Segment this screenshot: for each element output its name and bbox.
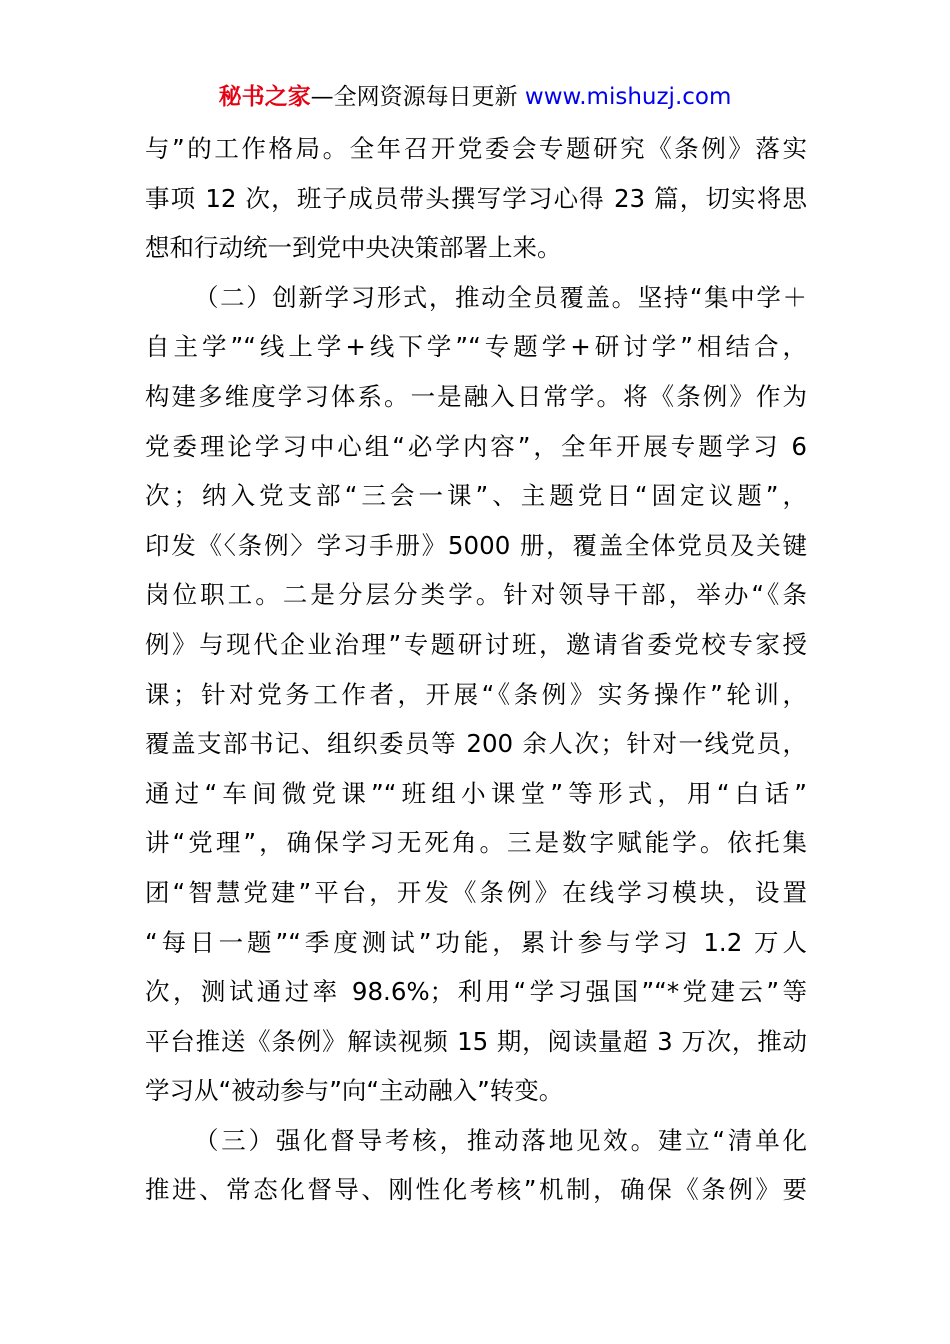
text-line: 课；针对党务工作者，开展“《条例》实务操作”轮训， [145, 679, 807, 709]
text-line: 学习从“被动参与”向“主动融入”转变。 [145, 1076, 564, 1106]
text-line: 想和行动统一到党中央决策部署上来。 [145, 233, 562, 263]
text-line: 通过“车间微党课”“班组小课堂”等形式，用“白话” [145, 778, 807, 808]
paragraph-heading-line: （二）创新学习形式，推动全员覆盖。坚持“集中学＋ [194, 282, 807, 312]
text-line: 团“智慧党建”平台，开发《条例》在线学习模块，设置 [145, 877, 807, 907]
text-line: 与”的工作格局。全年召开党委会专题研究《条例》落实 [145, 134, 807, 163]
header-slogan: —全网资源每日更新 [310, 84, 525, 110]
text-line: 平台推送《条例》解读视频 15 期，阅读量超 3 万次，推动 [145, 1026, 807, 1056]
page-header [0, 80, 950, 114]
text-line: “每日一题”“季度测试”功能，累计参与学习 1.2 万人 [145, 927, 807, 957]
document-body [145, 124, 807, 1215]
brand-name: 秘书之家 [218, 84, 311, 110]
text-line: 次；纳入党支部“三会一课”、主题党日“固定议题”， [145, 481, 807, 511]
text-line: 推进、常态化督导、刚性化考核”机制，确保《条例》要 [145, 1175, 807, 1205]
text-line: 次，测试通过率 98.6%；利用“学习强国”“*党建云”等 [145, 977, 807, 1007]
text-line: 构建多维度学习体系。一是融入日常学。将《条例》作为 [145, 381, 807, 411]
text-line: 岗位职工。二是分层分类学。针对领导干部，举办“《条 [145, 580, 807, 610]
text-line: 印发《〈条例〉学习手册》5000 册，覆盖全体党员及关键 [145, 530, 807, 560]
text-line: 事项 12 次，班子成员带头撰写学习心得 23 篇，切实将思 [145, 183, 807, 213]
text-line: 覆盖支部书记、组织委员等 200 余人次；针对一线党员， [145, 729, 807, 759]
website-link[interactable]: www.mishuzj.com [524, 84, 732, 110]
text-line: 党委理论学习中心组“必学内容”，全年开展专题学习 6 [145, 431, 807, 461]
paragraph-heading-line: （三）强化督导考核，推动落地见效。建立“清单化 [194, 1125, 807, 1155]
text-line: 自主学”“线上学+线下学”“专题学+研讨学”相结合， [145, 332, 807, 362]
text-line: 例》与现代企业治理”专题研讨班，邀请省委党校专家授 [145, 629, 807, 659]
text-line: 讲“党理”，确保学习无死角。三是数字赋能学。依托集 [145, 828, 807, 858]
